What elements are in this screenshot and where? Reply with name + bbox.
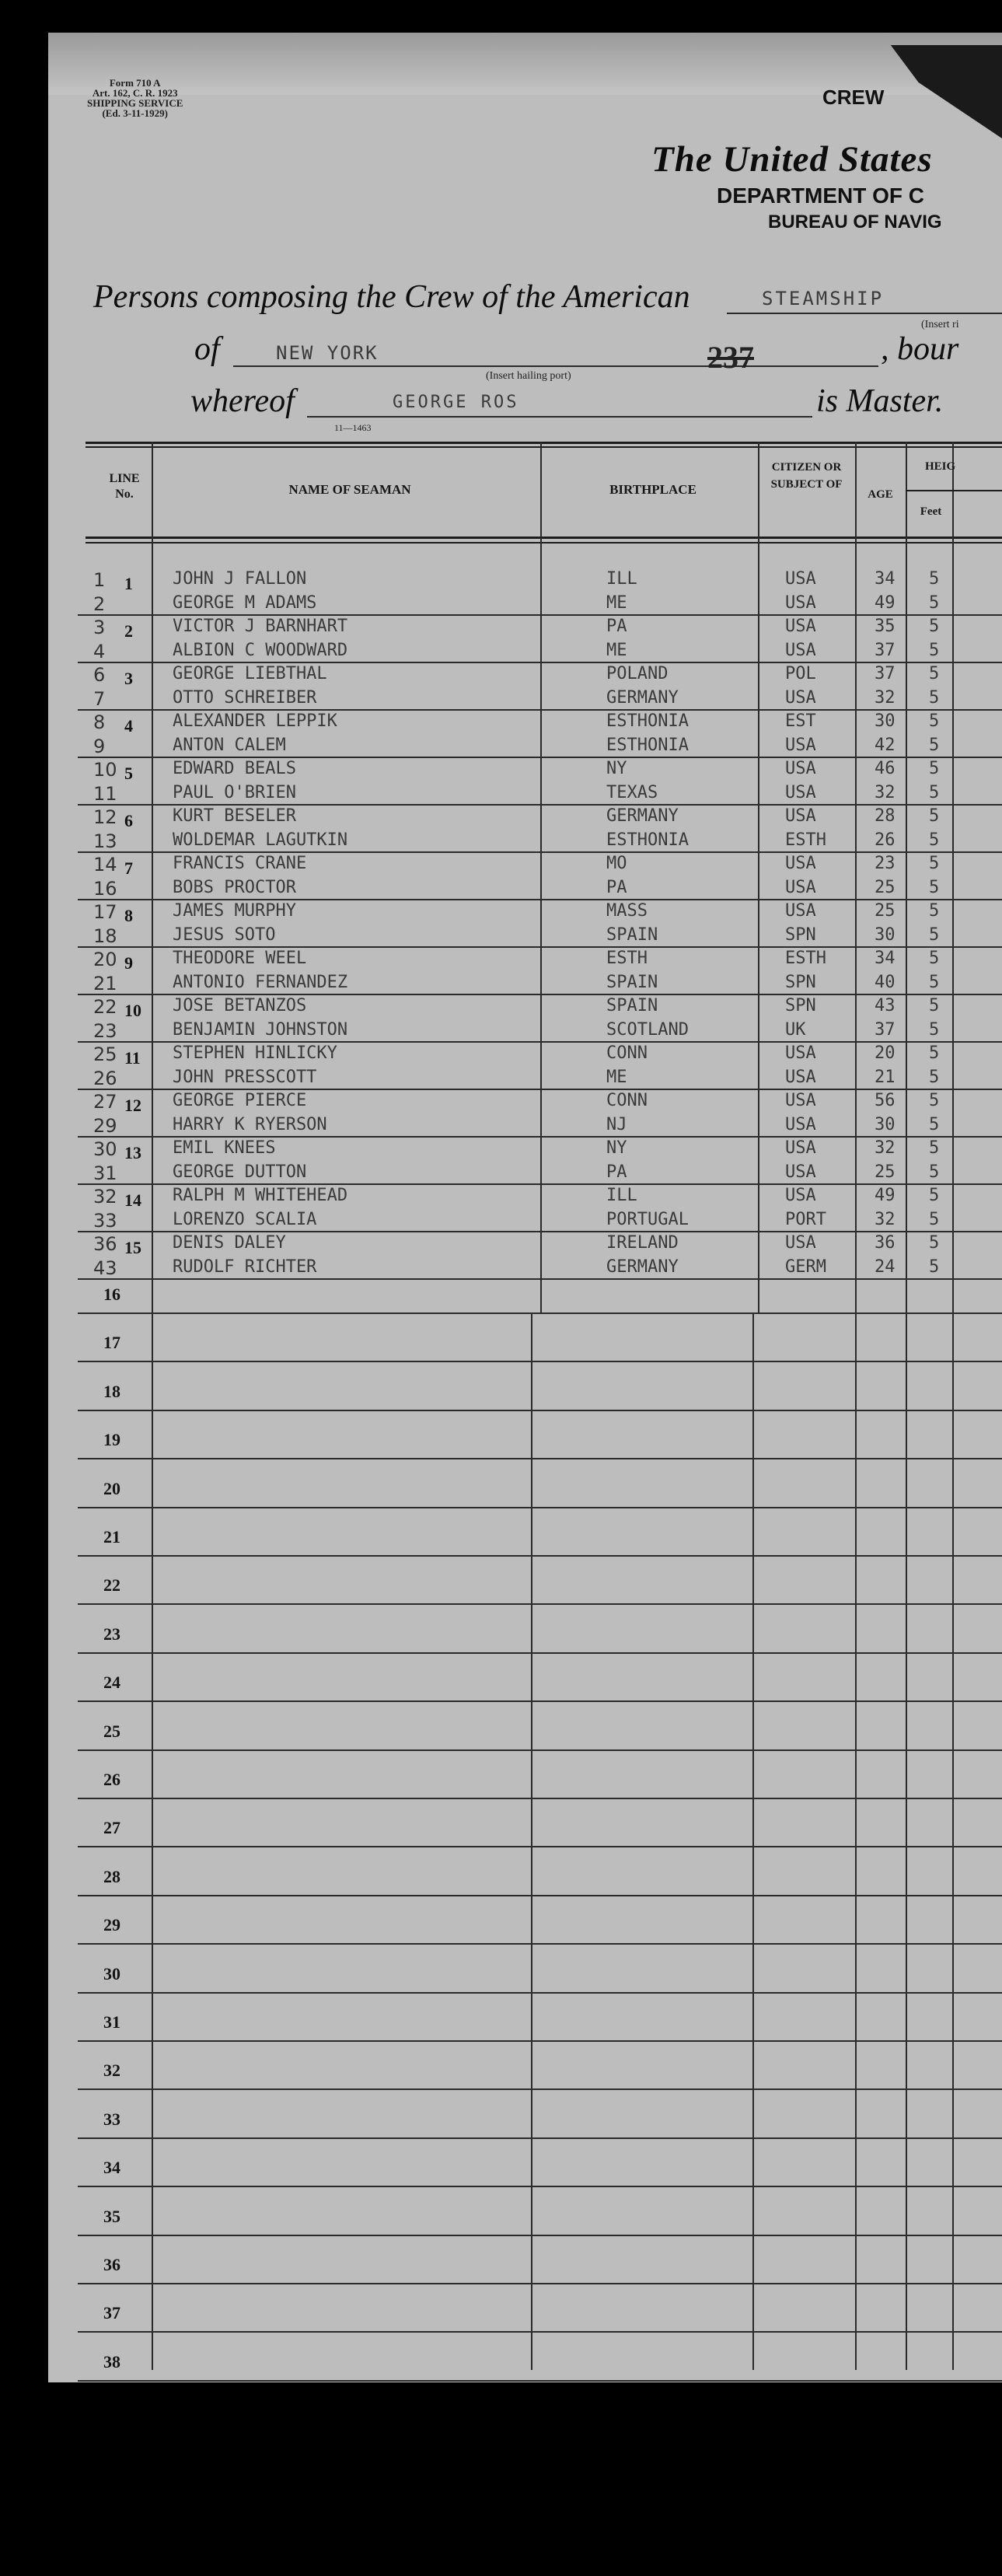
master-name: GEORGE ROS	[393, 393, 519, 412]
seaman-name: ALEXANDER LEPPIK	[173, 711, 337, 731]
bound-label: , bour	[881, 331, 959, 367]
height-feet: 5	[929, 996, 940, 1015]
citizen-of: USA	[785, 1186, 816, 1205]
seaman-name: RALPH M WHITEHEAD	[173, 1186, 348, 1205]
age: 34	[875, 949, 896, 968]
birthplace: ESTHONIA	[606, 830, 689, 850]
height-feet: 5	[929, 664, 940, 683]
citizen-of: USA	[785, 854, 816, 873]
citizen-of: USA	[785, 759, 816, 778]
birthplace: ILL	[606, 1186, 637, 1205]
birthplace: SCOTLAND	[606, 1020, 689, 1040]
line-number: 26	[103, 1770, 120, 1789]
age: 43	[875, 996, 896, 1015]
citizen-of: USA	[785, 1138, 816, 1158]
header-citizen: CITIZEN OR SUBJECT OF	[770, 461, 843, 491]
vessel-type: STEAMSHIP	[762, 288, 885, 309]
citizen-of: USA	[785, 1233, 816, 1253]
margin-number: 23	[93, 1020, 117, 1042]
birthplace: NJ	[606, 1115, 627, 1134]
seaman-name: WOLDEMAR LAGUTKIN	[173, 830, 348, 850]
birthplace: SPAIN	[606, 925, 658, 945]
header-feet: Feet	[920, 505, 942, 518]
margin-number: 17	[93, 901, 117, 923]
citizen-of: SPN	[785, 996, 816, 1015]
margin-number: 32	[93, 1186, 117, 1208]
line-number: 28	[103, 1867, 120, 1886]
margin-number: 27	[93, 1091, 117, 1113]
row-divider	[78, 709, 1002, 711]
header-height: HEIG	[925, 460, 956, 473]
birthplace: CONN	[606, 1043, 648, 1063]
row-divider	[78, 946, 1002, 948]
age: 32	[875, 1210, 896, 1229]
blank-row-line	[78, 1943, 1002, 1945]
margin-number: 21	[93, 973, 117, 994]
margin-number: 1	[93, 569, 106, 591]
form-edition: (Ed. 3-11-1929)	[102, 107, 168, 119]
height-feet: 5	[929, 1068, 940, 1087]
height-feet: 5	[929, 736, 940, 755]
citizen-of: EST	[785, 711, 816, 731]
age: 23	[875, 854, 896, 873]
tonnage: 237	[707, 340, 754, 375]
margin-number: 31	[93, 1162, 117, 1184]
blank-row-line	[78, 1507, 1002, 1508]
height-feet: 5	[929, 1138, 940, 1158]
height-feet: 5	[929, 878, 940, 897]
line-number: 8	[124, 906, 133, 925]
height-feet: 5	[929, 1233, 940, 1253]
line-number: 25	[103, 1721, 120, 1741]
line-number: 19	[103, 1430, 120, 1449]
citizen-of: USA	[785, 1068, 816, 1087]
margin-number: 30	[93, 1138, 117, 1160]
margin-number: 11	[93, 783, 117, 805]
age: 37	[875, 641, 896, 660]
age: 30	[875, 1115, 896, 1134]
blank-row-line	[78, 2040, 1002, 2042]
header-name: NAME OF SEAMAN	[288, 482, 411, 497]
birthplace: CONN	[606, 1091, 648, 1110]
citizen-of: UK	[785, 1020, 806, 1040]
line-number: 10	[124, 1001, 141, 1020]
row-divider	[78, 804, 1002, 806]
age: 35	[875, 617, 896, 636]
form-number: Form 710 A	[109, 77, 161, 89]
citizen-of: POL	[785, 664, 816, 683]
birthplace: MASS	[606, 901, 648, 921]
row-divider	[78, 1136, 1002, 1138]
height-feet: 5	[929, 1043, 940, 1063]
birthplace: MO	[606, 854, 627, 873]
seaman-name: GEORGE LIEBTHAL	[173, 664, 327, 683]
seaman-name: FRANCIS CRANE	[173, 854, 307, 873]
age: 46	[875, 759, 896, 778]
seaman-name: ALBION C WOODWARD	[173, 641, 348, 660]
birthplace: ESTHONIA	[606, 711, 689, 731]
seaman-name: JESUS SOTO	[173, 925, 276, 945]
margin-number: 29	[93, 1115, 117, 1137]
citizen-of: ESTH	[785, 830, 826, 850]
whereof-label: whereof	[190, 383, 295, 419]
line-number: 27	[103, 1818, 120, 1837]
blank-row-line	[78, 2137, 1002, 2139]
age: 25	[875, 901, 896, 921]
margin-number: 18	[93, 925, 117, 947]
age: 30	[875, 711, 896, 731]
margin-number: 6	[93, 664, 106, 686]
citizen-of: SPN	[785, 973, 816, 992]
seaman-name: JOHN J FALLON	[173, 569, 307, 589]
margin-number: 16	[93, 878, 117, 900]
blank-row-line	[78, 1895, 1002, 1896]
seaman-name: RUDOLF RICHTER	[173, 1257, 317, 1277]
age: 40	[875, 973, 896, 992]
margin-number: 7	[93, 688, 106, 710]
citizen-of: USA	[785, 878, 816, 897]
line-number: 34	[103, 2158, 120, 2177]
seaman-name: JOSE BETANZOS	[173, 996, 307, 1015]
line-number: 36	[103, 2255, 120, 2274]
hailing-port-note: (Insert hailing port)	[486, 370, 571, 382]
height-feet: 5	[929, 1020, 940, 1040]
line-number: 31	[103, 2012, 120, 2032]
line-number: 2	[124, 621, 133, 641]
citizen-of: ESTH	[785, 949, 826, 968]
row-divider	[78, 994, 1002, 995]
blank-row-line	[78, 1846, 1002, 1847]
age: 42	[875, 736, 896, 755]
seaman-name: PAUL O'BRIEN	[173, 783, 296, 802]
row-divider	[78, 757, 1002, 758]
line-number: 32	[103, 2060, 120, 2080]
citizen-of: USA	[785, 641, 816, 660]
seaman-name: JOHN PRESSCOTT	[173, 1068, 317, 1087]
line-number: 14	[124, 1190, 141, 1210]
line-number: 4	[124, 716, 133, 736]
of-label: of	[194, 331, 220, 367]
row-divider	[78, 614, 1002, 616]
line-number: 21	[103, 1527, 120, 1547]
line-number: 33	[103, 2109, 120, 2129]
birthplace: ESTH	[606, 949, 648, 968]
header-age: AGE	[868, 488, 893, 501]
age: 32	[875, 783, 896, 802]
header-birthplace: BIRTHPLACE	[609, 482, 697, 497]
line-number: 16	[103, 1285, 120, 1304]
age: 25	[875, 878, 896, 897]
line-number: 12	[124, 1096, 141, 1115]
height-feet: 5	[929, 593, 940, 613]
birthplace: NY	[606, 759, 627, 778]
blank-row-line	[78, 1410, 1002, 1411]
height-feet: 5	[929, 830, 940, 850]
blank-row-line	[78, 2088, 1002, 2090]
age: 24	[875, 1257, 896, 1277]
seaman-name: OTTO SCHREIBER	[173, 688, 317, 708]
line-number: 3	[124, 669, 133, 688]
intro-line-1: Persons composing the Crew of the American	[93, 279, 690, 315]
line-number: 7	[124, 858, 133, 878]
citizen-of: USA	[785, 1162, 816, 1182]
margin-number: 33	[93, 1210, 117, 1232]
height-feet: 5	[929, 1257, 940, 1277]
line-number: 23	[103, 1624, 120, 1644]
crew-tag: CREW	[822, 86, 885, 109]
line-number: 9	[124, 953, 133, 973]
print-code: 11—1463	[334, 422, 372, 433]
age: 21	[875, 1068, 896, 1087]
line-number: 20	[103, 1479, 120, 1498]
seaman-name: EDWARD BEALS	[173, 759, 296, 778]
citizen-of: USA	[785, 901, 816, 921]
insert-rig-note: (Insert ri	[921, 319, 959, 330]
birthplace: GERMANY	[606, 1257, 679, 1277]
height-feet: 5	[929, 569, 940, 589]
margin-number: 22	[93, 996, 117, 1018]
seaman-name: GEORGE PIERCE	[173, 1091, 307, 1110]
margin-number: 9	[93, 736, 106, 757]
age: 20	[875, 1043, 896, 1063]
line-number: 15	[124, 1238, 141, 1257]
citizen-of: USA	[785, 1091, 816, 1110]
blank-row-line	[78, 2331, 1002, 2333]
age: 26	[875, 830, 896, 850]
citizen-of: USA	[785, 593, 816, 613]
age: 56	[875, 1091, 896, 1110]
seaman-name: GEORGE M ADAMS	[173, 593, 317, 613]
height-feet: 5	[929, 854, 940, 873]
height-feet: 5	[929, 901, 940, 921]
birthplace: GERMANY	[606, 806, 679, 826]
seaman-name: VICTOR J BARNHART	[173, 617, 348, 636]
blank-row-line	[78, 1361, 1002, 1362]
row-divider	[78, 662, 1002, 663]
line-number: 22	[103, 1575, 120, 1595]
birthplace: ME	[606, 1068, 627, 1087]
age: 49	[875, 593, 896, 613]
blank-row-line	[78, 2283, 1002, 2284]
age: 34	[875, 569, 896, 589]
citizen-of: USA	[785, 783, 816, 802]
height-feet: 5	[929, 641, 940, 660]
citizen-of: GERM	[785, 1257, 826, 1277]
margin-number: 10	[93, 759, 117, 781]
blank-row-line	[78, 1798, 1002, 1799]
seaman-name: EMIL KNEES	[173, 1138, 276, 1158]
height-feet: 5	[929, 1115, 940, 1134]
line-number: 37	[103, 2303, 120, 2323]
birthplace: SPAIN	[606, 996, 658, 1015]
birthplace: ILL	[606, 569, 637, 589]
blank-row-line	[78, 1992, 1002, 1994]
height-feet: 5	[929, 1162, 940, 1182]
birthplace: GERMANY	[606, 688, 679, 708]
height-feet: 5	[929, 925, 940, 945]
seaman-name: ANTONIO FERNANDEZ	[173, 973, 348, 992]
margin-number: 3	[93, 617, 106, 638]
seaman-name: THEODORE WEEL	[173, 949, 307, 968]
birthplace: NY	[606, 1138, 627, 1158]
birthplace: ME	[606, 641, 627, 660]
height-feet: 5	[929, 1186, 940, 1205]
line-number: 17	[103, 1333, 120, 1352]
line-number: 1	[124, 574, 133, 593]
seaman-name: DENIS DALEY	[173, 1233, 286, 1253]
citizen-of: USA	[785, 1115, 816, 1134]
age: 36	[875, 1233, 896, 1253]
row-divider	[78, 1041, 1002, 1043]
hailing-port: NEW YORK	[276, 342, 379, 364]
age: 32	[875, 1138, 896, 1158]
height-feet: 5	[929, 759, 940, 778]
height-feet: 5	[929, 783, 940, 802]
seaman-name: BENJAMIN JOHNSTON	[173, 1020, 348, 1040]
margin-number: 12	[93, 806, 117, 828]
birthplace: ESTHONIA	[606, 736, 689, 755]
margin-number: 43	[93, 1257, 117, 1279]
row-divider	[78, 1183, 1002, 1185]
seaman-name: GEORGE DUTTON	[173, 1162, 307, 1182]
age: 30	[875, 925, 896, 945]
blank-row-line	[78, 1603, 1002, 1605]
citizen-of: USA	[785, 569, 816, 589]
line-number: 35	[103, 2207, 120, 2226]
row-divider	[78, 1231, 1002, 1232]
citizen-of: USA	[785, 617, 816, 636]
row-divider	[78, 899, 1002, 900]
country-title: The United States	[651, 139, 933, 180]
birthplace: PA	[606, 1162, 627, 1182]
age: 28	[875, 806, 896, 826]
margin-number: 20	[93, 949, 117, 970]
blank-row-line	[78, 2186, 1002, 2187]
line-number: 6	[124, 811, 133, 830]
height-feet: 5	[929, 949, 940, 968]
master-suffix: is Master.	[816, 383, 944, 419]
blank-row-line	[78, 1458, 1002, 1459]
row-divider	[78, 1089, 1002, 1090]
blank-row-line	[78, 1555, 1002, 1557]
line-number: 13	[124, 1143, 141, 1162]
height-feet: 5	[929, 1210, 940, 1229]
blank-row-line	[78, 2235, 1002, 2236]
line-number: 18	[103, 1382, 120, 1401]
blank-row-line	[78, 2380, 1002, 2382]
form-meta	[87, 78, 183, 118]
birthplace: SPAIN	[606, 973, 658, 992]
age: 37	[875, 664, 896, 683]
birthplace: ME	[606, 593, 627, 613]
blank-row-line	[78, 1312, 1002, 1314]
line-number: 11	[124, 1048, 141, 1068]
height-feet: 5	[929, 617, 940, 636]
bureau-title: BUREAU OF NAVIG	[768, 211, 942, 232]
seaman-name: JAMES MURPHY	[173, 901, 296, 921]
line-number: 5	[124, 764, 133, 783]
seaman-name: HARRY K RYERSON	[173, 1115, 327, 1134]
margin-number: 14	[93, 854, 117, 876]
line-number: 38	[103, 2352, 120, 2372]
age: 49	[875, 1186, 896, 1205]
form-service: SHIPPING SERVICE	[87, 97, 183, 109]
age: 32	[875, 688, 896, 708]
margin-number: 2	[93, 593, 106, 615]
margin-number: 8	[93, 711, 106, 733]
birthplace: IRELAND	[606, 1233, 679, 1253]
line-number: 24	[103, 1672, 120, 1692]
seaman-name: BOBS PROCTOR	[173, 878, 296, 897]
birthplace: PA	[606, 617, 627, 636]
blank-row-line	[78, 1749, 1002, 1751]
citizen-of: USA	[785, 1043, 816, 1063]
citizen-of: USA	[785, 688, 816, 708]
scan-border	[0, 2382, 1002, 2576]
margin-number: 26	[93, 1068, 117, 1089]
row-divider	[78, 851, 1002, 853]
margin-number: 25	[93, 1043, 117, 1065]
seaman-name: ANTON CALEM	[173, 736, 286, 755]
height-feet: 5	[929, 806, 940, 826]
citizen-of: PORT	[785, 1210, 826, 1229]
header-line-no: LINE No.	[109, 472, 140, 501]
age: 25	[875, 1162, 896, 1182]
blank-row-line	[78, 1700, 1002, 1702]
line-number: 29	[103, 1915, 120, 1935]
birthplace: TEXAS	[606, 783, 658, 802]
margin-number: 13	[93, 830, 117, 852]
department-title: DEPARTMENT OF C	[717, 184, 925, 208]
citizen-of: USA	[785, 736, 816, 755]
height-feet: 5	[929, 711, 940, 731]
seaman-name: STEPHEN HINLICKY	[173, 1043, 337, 1063]
citizen-of: SPN	[785, 925, 816, 945]
age: 37	[875, 1020, 896, 1040]
citizen-of: USA	[785, 806, 816, 826]
height-feet: 5	[929, 1091, 940, 1110]
seaman-name: LORENZO SCALIA	[173, 1210, 317, 1229]
birthplace: PORTUGAL	[606, 1210, 689, 1229]
birthplace: POLAND	[606, 664, 669, 683]
height-feet: 5	[929, 688, 940, 708]
line-number: 30	[103, 1964, 120, 1984]
margin-number: 4	[93, 641, 106, 662]
blank-row-line	[78, 1652, 1002, 1654]
row-divider	[78, 1278, 1002, 1280]
seaman-name: KURT BESELER	[173, 806, 296, 826]
height-feet: 5	[929, 973, 940, 992]
birthplace: PA	[606, 878, 627, 897]
form-article: Art. 162, C. R. 1923	[92, 87, 178, 99]
margin-number: 36	[93, 1233, 117, 1255]
